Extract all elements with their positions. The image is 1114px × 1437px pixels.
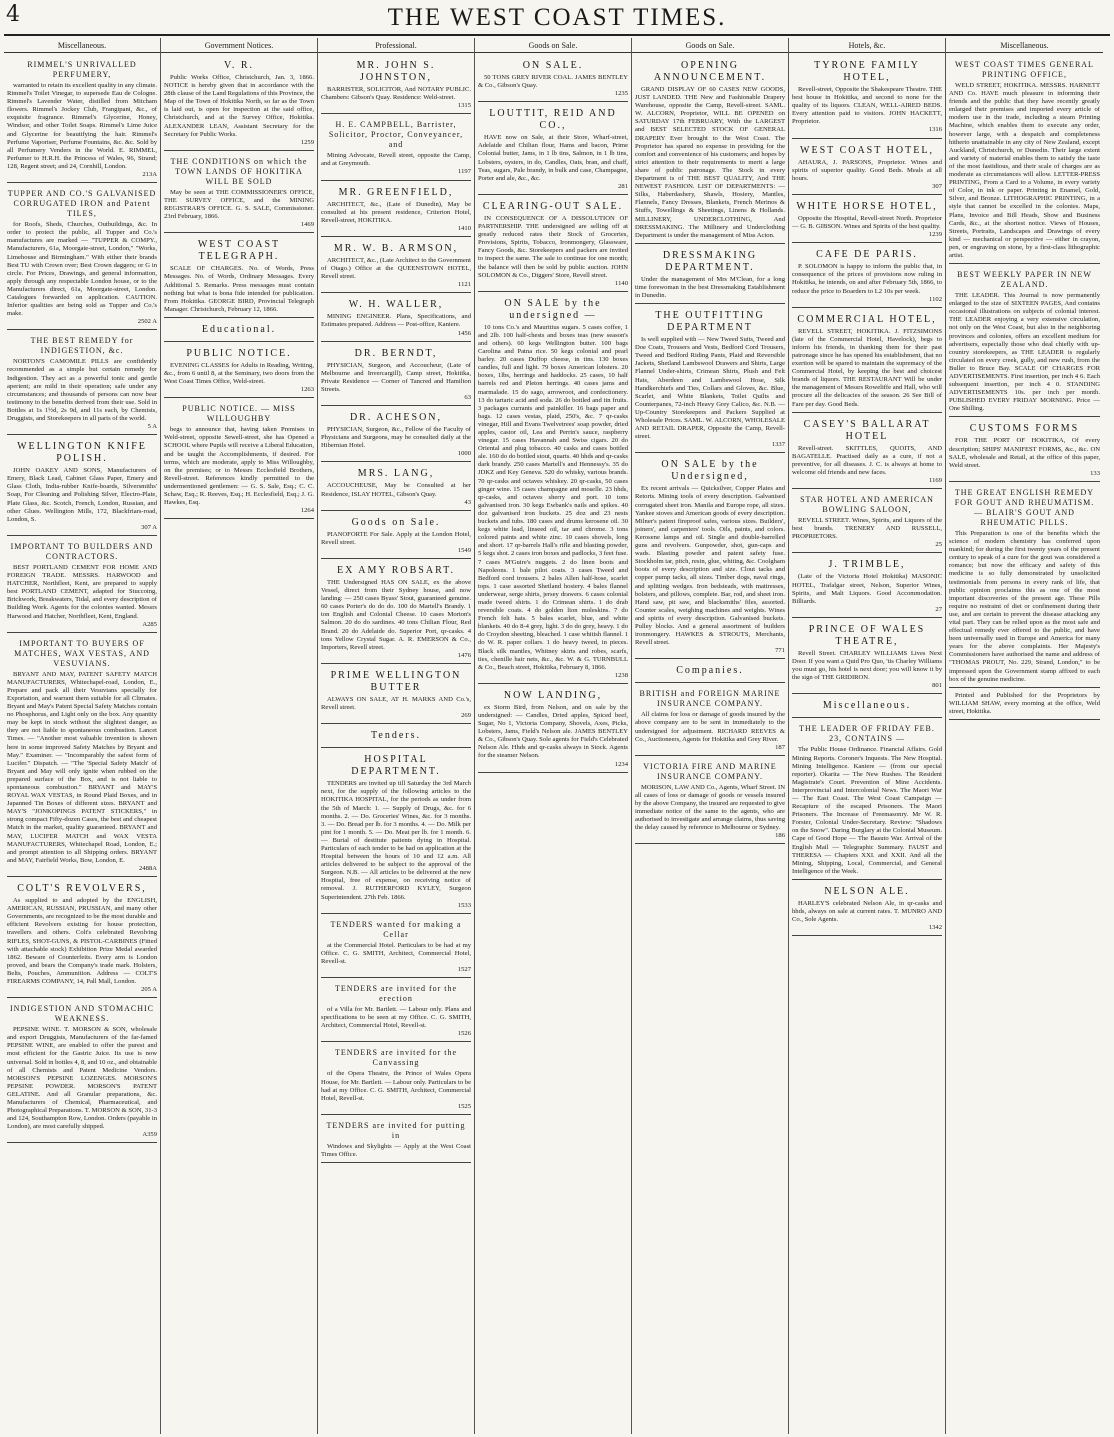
advertisement	[7, 635, 157, 877]
ad-body: MINING ENGINEER. Plans, Specifications, and Estimates prepared. Address — Post-office, Kaniere.	[321, 313, 471, 329]
ad-body: Under the management of Mrs M'Clean, for a long time forewoman in the best Dressmaking Establishment in Dunedin.	[635, 275, 785, 299]
ad-heading: MRS. LANG,	[357, 468, 435, 480]
ad-reference-number: 1533	[457, 901, 471, 909]
page-number: 4	[6, 2, 20, 27]
ad-heading: WELLINGTON KNIFE POLISH.	[17, 441, 147, 465]
advertisement	[321, 1044, 471, 1114]
ad-heading: IMPORTANT TO BUILDERS AND CONTRACTORS.	[10, 541, 154, 561]
column-4	[475, 38, 632, 1434]
advertisement	[164, 320, 314, 342]
ad-reference-number: 1527	[457, 966, 471, 973]
ad-reference-number: 5 A	[147, 423, 157, 431]
section-heading: Goods on Sale.	[475, 40, 631, 53]
ad-body: ARCHITECT, &c., (Late of Dunedin), May be consulted at his present residence, Criterion Hotel, Revell-street, HOKITIKA.	[321, 200, 471, 224]
ad-body: ex Storm Bird, from Nelson, and on sale by the undersigned: — Candles, Dried apples, Spiced beef, Sugar, No 1, Victoria Company, Shovels, Axes, Picks, Lobsters, Jams, Field's Nelson ale. JAMES BENTLEY & Co., Gibson's Quay. Sole agents for Field's Celebrated Nelson Ale. Hhds and qr-casks always in Stock. Agents for the steamer Nelson.	[478, 703, 628, 760]
advertisement	[321, 239, 471, 293]
ad-heading: BRITISH and FOREIGN MARINE INSURANCE COMPANY.	[639, 689, 781, 709]
ad-reference-number: 187	[775, 743, 785, 751]
advertisement	[321, 561, 471, 664]
ad-body: of a Villa for Mr. Bartlett. — Labour only. Plans and specifications to be seen at my Office. C. G. SMITH, Architect, Commercial Hotel, Revell-st.	[321, 1006, 471, 1030]
advertisement	[164, 153, 314, 233]
ad-body: REVELL STREET, HOKITIKA. J. FITZSIMONS (late of the Commercial Hotel, Havelock), begs to inform his friends, in thanking them for their past patronage since he has opened his establishment, that no exertion will be spared to maintain the supremacy of the Commercial Hotel, by keeping the best and choicest brands of liquors. THE RESTAURANT Will be under the management of Messrs Roweliffe and Hall, who will procure all the delicacies of the season. 26 See Bill of Fare per day. Good Beds.	[792, 327, 942, 408]
ad-body: 10 tons Co.'s and Mauritius sugars. 5 cases coffee, 1 and 2lb. 100 half-chests and boxes teas (new season's and others). 60 kegs Wellington butter. 100 bags Carolina and Patna rice. 50 kegs colonial and pearl barley. 20 cases Duffop cheese, in tins. 130 boxes candles, full and light. 79 boxes American lobsters. 20 boxes, 1lbs, herrings and haddocks. 25 cases, 10 half barrels red and Pleton herrings. 40 cases jams and marmalade. 15 do sago, arrowroot, and confectionery. 13 do tartaric acid and soda. 26 do bottled and tin fruits. 3 packages currants and painkiller. 16 bags paper and bags. 12 cases vestas, plaid, 250's, &c. 7 qr-casks vinegar, Hill and Evans Twelvetrees' soap powder, dried apples, castor oil, Lea and Perrin's sauce, raspberry vinegar. 15 cases Havannah and Swiss cigars. 20 do Oriental and plug tobacco. 40 casks and cases bottled ale. 160 do do bottled stout, quarts. 40 hhds and qr-casks dark brandy. 250 cases Martell's and Hennessy's. 35 do JDKZ and Key Geneva. 520 do whisky, various brands. 70 qr-casks and octaves whiskey. 20 qr-casks, 50 cases ginger wine. 15 cases champagne and moselle. 23 hhds, qr-casks, and octaves sherry and port. 10 tons galvanised iron. 30 kegs Ewbank's nails and spikes. 40 doz galvanised iron buckets. 25 doz and 23 nests buckets and tubs. 180 cases and drums kerosene oil. 30 kegs white lead, linseed oil, tar and chrome. 3 tons colored paints and white zinc. 10 cases shovels, long and short. 17 qr-barrels Hall's rifle and blasting powder, 5 kegs shot. 2 cases iron boxes and padlocks, 3 feet fuse. 7 cases M'Guire's nuggets. 2 do linen boots and Napoleons. 1 bale pilot coats. 3 cases Tweed and Bedford cord trousers. 2 bales Allen half-hose, scarlet tops. 1 case assorted Shetland hosiery. 4 bales flannel underwear, serge shirts, jersey drawers. 6 cases colonial made tweed shirts. 1 do Crimean shirts. 1 do drab reversible coats. 4 do golden lion moleskins. 7 do French felt hats. 5 bales scarlet, blue, and white blankets. 40 do 8-4 grey, light. 3 do do grey, heavy. 1 do do Croydon sheeting, bleached. 1 case whitish flannel. 1 do W. R. paper collars. 1 do heavy tweed, in pieces. Black silk mantles, Whitney skirts and robes, scarfs, ties, chenille hair nets, &c., &c. W. & G. TURNBULL & Co., Beach street, Hokitika, February 8, 1866.	[478, 323, 628, 671]
advertisement	[478, 686, 628, 773]
ad-body: The Public House Ordinance. Financial Affairs. Gold Mining Reports. Coroner's Inquests. The New Hospital. Mining Intelligence. Kaniere — (from our special reporter). Okarita — The New Rushes. The Resident Magistrate's Court. Prevention of Mine Accidents. Interprovincial and Intercolonial News. The Maori War — The East Coast. The West Coast Campaign — Recapture of the escaped Prisoners. The Maori Prisoners. The Increase of Freemasonry. Mr W. R. Forster, Colonial Under-Secretary. Review: "Shadows on the Snow". Daring Burglary at the Colonial Museum. Cape of Good Hope — The Basuto War. Arrival of the English Mail — Telegraphic Summary. FAUST and THERESA — Chapters XXI. and XXII. And all the Mining, Shipping, Local, Commercial, and General Intelligence of the Week.	[792, 746, 942, 875]
column-6	[789, 38, 946, 1434]
ad-reference-number: 1410	[457, 224, 471, 232]
ad-body: NORTON'S CAMOMILE PILLS are confidently recommended as a simple but certain remedy for Indigestion. They act as a powerful tonic and gentle aperient; are mild in their operation; safe under any circumstances; and thousands of persons can now bear testimony to the benefits derived from their use. Sold in Bottles at 1s 1½d, 2s 9d, and 11s each, by Chemists, Druggists, and Storekeepers in all parts of the world.	[7, 358, 157, 422]
advertisement	[635, 685, 785, 755]
column-2	[161, 38, 318, 1434]
advertisement	[7, 185, 157, 330]
ad-heading: ON SALE by the Undersigned,	[661, 459, 759, 483]
advertisement	[792, 555, 942, 617]
ad-reference-number: 1102	[929, 295, 942, 303]
ad-heading: Goods on Sale.	[351, 516, 441, 528]
section-heading: Government Notices.	[161, 40, 317, 53]
ad-body: warranted to retain its excellent quality in any climate. Rimmel's Toilet Vinegar, to supersede Eau de Cologne. Rimmel's Lavender Water, distilled from Mitcham flowers. Rimmel's Jockey Club, Frangipani, &c., of exquisite fragrance. Rimmel's Glycerine, Honey, Windsor, and other Toilet Soaps. Rimmel's Lime Juice and Glycerine for beautifying the hair. Rimmel's Perfume Vaporiser, Perfume Fountains, &c. &c. Sold by all Perfumery Venders in the World. E. RIMMEL, Perfumer to H.R.H. the Princess of Wales, 96, Strand; 128, Regent street; and 24, Cornhill, London.	[7, 82, 157, 170]
advertisement	[792, 720, 942, 880]
ad-heading: HOSPITAL DEPARTMENT.	[351, 754, 441, 778]
ad-heading: WEST COAST TELEGRAPH.	[197, 239, 281, 263]
ad-body: BRYANT AND MAY, PATENT SAFETY MATCH MANUFACTURERS, Whitechapel-road, London, E., Prepare and pack all their Vesuvians specially for Exportation, and warrant them suitable for all Climates. Bryant and May's Patent Special Safety Matches contain no Phosphorus, and Light only on the box. Any quantity may be kept in stock without the slightest danger, as they are not liable to spontaneous combustion. Lancet Times. — "Another most valuable invention is shown here in some improved Safety Matches by Bryant and May." Examiner. — "Incomparably the safest form of Lucifer." Dispatch. — "The 'Special Safety Match' of Bryant and May will only ignite when rubbed on the prepared surface of the Box, and is not liable to spontaneous combustion." BRYANT and MAY'S ROYAL WAX VESTAS, in Round Plaid Boxes, and in Japanned Tin Boxes of different sizes. BRYANT and MAY'S "JONKOPINGS PATENT STICKERS," in strong compact Fifty-dozen Cases, the best and cheapest Match in the market, quality guaranteed. BRYANT and MAY, LUCIFER MATCH and WAX VESTA MANUFACTURERS, Whitechapel Road, London, E.; and prompt attention to all Shipping orders. BRYANT and MAY, Fairfield Works, Bow, London, E.	[7, 670, 157, 864]
ad-heading: WHITE HORSE HOTEL,	[796, 200, 938, 212]
ad-heading: Miscellaneous.	[822, 700, 912, 712]
ad-heading: INDIGESTION AND STOMACHIC WEAKNESS.	[10, 1004, 154, 1024]
ad-body: PHYSICIAN, Surgeon, &c., Fellow of the Faculty of Physicians and Surgeons, may be consulted daily at the Hibernian Hotel.	[321, 426, 471, 450]
ad-body: at the Commercial Hotel. Particulars to be had at my Office. C. G. SMITH, Architect, Commercial Hotel, Revell-st.	[321, 941, 471, 965]
ad-heading: TENDERS are invited for putting in	[326, 1120, 466, 1140]
ad-body: This Preparation is one of the benefits which the science of modern chemistry has conferred upon mankind; for during the first twenty years of the present century to speak of a cure for the gout was considered a romance; but now the efficacy and safety of this medicine is so fully demonstrated by unsolicited testimonials from persons in every rank of life, that public opinion proclaims this as one of the most important discoveries of the present age. These Pills require no restraint of diet or confinement during their use, and are certain to prevent the disease attacking any vital part. They can be relied upon as the most safe and effectual remedy ever offered to the public, and have been universally used in Europe and America for many years for the above complaints. Her Majesty's Commissioners have authorised the name and address of "THOMAS PROUT, No. 229, Strand, London," to be impressed upon the Government stamp affixed to each box of the genuine medicine.	[949, 529, 1100, 683]
advertisement	[321, 56, 471, 114]
ad-reference-number: 1140	[615, 279, 628, 287]
ad-reference-number: 27	[935, 605, 942, 613]
ad-reference-number: 1121	[458, 281, 471, 289]
advertisement	[792, 696, 942, 718]
advertisement	[321, 980, 471, 1042]
ad-heading: THE OUTFITTING DEPARTMENT	[655, 310, 765, 334]
ad-heading: CLEARING-OUT SALE.	[482, 200, 624, 212]
section-heading: Hotels, &c.	[789, 40, 945, 53]
advertisement	[321, 726, 471, 748]
ad-reference-number: A285	[142, 620, 157, 628]
ad-reference-number: 1315	[457, 102, 471, 110]
ad-body: GRAND DISPLAY OF 60 CASES NEW GOODS, JUST LANDED. THE New and Fashionable Drapery Warehouse, opposite the Camp, Revell-street. SAML. W. ALCORN, Proprietor, WILL BE OPENED on SATURDAY 17th FEBRUARY, With the LARGEST and BEST SELECTED STOCK OF GENERAL DRAPERY Ever brought to the West Coast. The Proprietor has spared no expense in providing for the comfort and convenience of his customers; and hopes by strict attention to their requirements to merit a large share of public patronage. The Stock in every Department is of THE BEST QUALITY, And THE NEWEST FASHION. LIST OF DEPARTMENTS: — Silks, Haberdashery, Shawls, Hosiery, Mantles, Flannels, Fancy Dresses, Blankets, French Merinos & Stuffs, Towellings & Sheetings, Linens & Hollands. MILLINERY, UNDERCLOTHING, And DRESSMAKING. The Millinery and Underclothing Department is under the management of Miss Acton.	[635, 86, 785, 239]
ad-body: HAVE now on Sale, at their Store, Wharf-street, Adelaide and Chilian flour, Hams and bacon, Prime Colonial butter, Jams, in 1 lb tins, Salmon, in 1 lb tins, Lobsters, oysters, in do, Candles, Oats, bran, and chaff, Teas, sugars, Pale brandy, in bulk and case, Champagne, Porter and ale, &c., &c.	[478, 134, 628, 182]
ad-heading: DR. BERNDT,	[354, 347, 438, 359]
ad-heading: THE BEST REMEDY for INDIGESTION, &c.	[30, 336, 134, 356]
ad-heading: NELSON ALE.	[824, 885, 910, 897]
ad-heading: TYRONE FAMILY HOTEL,	[814, 60, 920, 83]
ad-reference-number: 1264	[300, 507, 314, 515]
ad-body: of the Opera Theatre, the Prince of Wales Opera House, for Mr. Bartlett. — Labour only. Particulars to be had at my Office. C. G. SMITH, Architect, Commercial Hotel, Revell-st.	[321, 1070, 471, 1102]
ad-heading: VICTORIA FIRE AND MARINE INSURANCE COMPANY.	[643, 761, 777, 781]
ad-body: Revell-street. SKITTLES, QUOITS, AND BAGATELLE. Practised daily as a cure, if not a preventive, for all diseases. J. C. is always at home to welcome old friends and new faces.	[792, 444, 942, 476]
ad-heading: ON SALE.	[522, 60, 584, 71]
ad-reference-number: 1337	[771, 441, 785, 449]
ad-reference-number: 307 A	[141, 523, 157, 531]
ad-heading: EX AMY ROBSART.	[336, 565, 456, 576]
ad-reference-number: 1234	[614, 760, 628, 768]
ad-heading: J. TRIMBLE,	[828, 559, 906, 571]
ad-heading: TENDERS are invited for the Canvassing	[334, 1048, 458, 1068]
advertisement	[321, 464, 471, 510]
ad-reference-number: 1476	[457, 651, 471, 659]
advertisement	[321, 916, 471, 978]
ad-body: THE LEADER. This Journal is now permanently enlarged to the size of SIXTEEN PAGES, And contains occasional illustrations on subjects of colonial interest. THE LEADER enjoying a very extensive circulation, not only on the West Coast, but also in the neighboring provinces and colonies, offers an excellent medium for advertisers, especially those who deal chiefly with up-country storekeepers, as THE LEADER is regularly circulated on every creek, gully, and new rush, from the Buller to Bruce Bay. SCALE OF CHARGES FOR ADVERTISEMENTS. First insertion, per inch 4 6. Each subsequent insertion, per inch 4 0. STANDING ADVERTISEMENTS 10s. per inch per month. PUBLISHED EVERY FRIDAY MORNING. Price — One Shilling.	[949, 292, 1100, 413]
ad-reference-number: 1526	[457, 1030, 471, 1038]
advertisement	[792, 56, 942, 139]
ad-body: Public Works Office, Christchurch, Jan. 3, 1866. NOTICE is hereby given that in accordance with the 28th clause of the Land Regulations of this Province, the Map of the Town of Hokitika North, so far as the Town is laid out, is open for inspection at the said office, Christchurch, and at the Survey Office, Hokitika. ALEXANDER LEAN, Assistant Secretary for the Secretary for Public Works.	[164, 74, 314, 138]
ad-heading: STAR HOTEL AND AMERICAN BOWLING SALOON,	[800, 495, 934, 515]
newspaper-title: THE WEST COAST TIMES.	[387, 4, 727, 31]
ad-heading: THE GREAT ENGLISH REMEDY FOR GOUT AND RHEUMATISM. — BLAIR'S GOUT AND RHEUMATIC PILLS.	[954, 487, 1095, 527]
advertisement	[7, 538, 157, 633]
advertisement	[7, 437, 157, 536]
advertisement	[321, 750, 471, 914]
ad-body: EVENING CLASSES for Adults in Reading, Writing, &c., from 6 until 8, at the Seminary, two doors from the West Coast Times Office, Weld-street.	[164, 361, 314, 386]
ad-reference-number: 1169	[929, 477, 942, 484]
advertisement	[949, 690, 1100, 720]
ad-body: May be seen at THE COMMISSIONER'S OFFICE, THE SURVEY OFFICE, and the MINING REGISTRAR'S OFFICE. G. S. SALE, Commissioner. 23rd February, 1866.	[164, 188, 314, 221]
ad-heading: PRIME WELLINGTON BUTTER	[330, 669, 462, 693]
advertisement	[7, 1000, 157, 1143]
ad-heading: WEST COAST TIMES GENERAL PRINTING OFFICE,	[955, 60, 1094, 79]
ad-heading: W. H. WALLER,	[348, 299, 444, 311]
ad-body: for Roofs, Sheds, Churches, Outbuildings, &c. In order to protect the public, all Tupper and Co.'s manufactures are marked — "TUPPER & COMPY., Manufacturers, 61a, Moorgate-street, London," "Works, Limehouse and Birmingham." With either their brands Best TU with Crown over; Best Crown daggers; or G in circle. For Prices, Drawings, and general information, apply through any respectable London house, or to the Manufacturers direct, 61a, Moorgate-street, London. Catalogues forwarded on application. CAUTION. Inferior qualities are being sold as Tupper and Co.'s make.	[7, 221, 157, 318]
ad-reference-number: 1469	[300, 221, 314, 229]
ad-reference-number: 2488A	[139, 864, 157, 872]
ad-body: Revell-street, Opposite the Shakespeare Theatre. THE best house in Hokitika, and second to none for the quality of its liquors. CLEAN, WELL-AIRED BEDS. Every attention paid to visitors. JOHN HACKETT, Proprietor.	[792, 86, 942, 126]
advertisement	[792, 882, 942, 936]
advertisement	[635, 246, 785, 304]
ad-body: PIANOFORTE For Sale. Apply at the London Hotel, Revell street.	[321, 530, 471, 546]
advertisement	[321, 344, 471, 406]
advertisement	[792, 245, 942, 307]
ad-reference-number: 269	[461, 712, 471, 720]
advertisement	[478, 56, 628, 102]
ad-body: SCALE OF CHARGES. No. of Words, Press Messages. No. of Words, Ordinary Messages. Every Additional 5. Remarks. Press messages must contain nothing but what is bona fide intended for publication. From Hokitika. GEORGE BIRD, Provincial Telegraph Manager. Christchurch, February 12, 1866.	[164, 265, 314, 313]
column-7	[946, 38, 1103, 1434]
ad-heading: V. R.	[223, 60, 255, 71]
ad-body: Revell Street. CHARLEY WILLIAMS Lives Next Door. If you want a Quid Pro Quo, 'tis Charley Williams you must go, his hotel is next door; you will know it by the sign of THE GRIDIRON.	[792, 649, 942, 682]
ad-heading: TUPPER AND CO.'S GALVANISED CORRUGATED IRON and Patent TILES,	[7, 189, 157, 219]
advertisement	[321, 1117, 471, 1163]
ad-body: AHAURA, J. PARSONS, Proprietor. Wines and spirits of superior quality. Good Beds. Meals at all hours.	[792, 158, 942, 182]
ad-heading: OPENING ANNOUNCEMENT.	[653, 60, 767, 83]
ad-body: REVELL STREET. Wines, Spirits, and Liquors of the best brands. TRENERY AND RUSSELL, PROPRIETORS.	[792, 517, 942, 541]
ad-reference-number: 281	[618, 182, 628, 190]
ad-body: BARRISTER, SOLICITOR, And NOTARY PUBLIC. Chambers: Gibson's Quay. Residence: Weld-street.	[321, 86, 471, 102]
ad-body: ACCOUCHEUSE, May be Consulted at her Residence, ISLAY HOTEL, Gibson's Quay.	[321, 482, 471, 498]
ad-body: PHYSICIAN, Surgeon, and Accoucheur, (Late of Melbourne and Invercargill), Camp street, Hokitika, Private Residence — Corner of Tancred and Hamilton Streets.	[321, 361, 471, 393]
ad-body: P. SOLOMON is happy to inform the public that, in consequence of the prices of provisions now ruling in Hokitika, he intends, on and after February 5th, 1866, to reduce the price to Boarders to L2 10s per week.	[792, 263, 942, 295]
advertisement	[478, 197, 628, 292]
column-5	[632, 38, 789, 1434]
ad-reference-number: 213A	[142, 171, 157, 179]
ad-body: begs to announce that, having taken Premises in Weld-street, opposite Sewell-street, she has Opened a SCHOOL where Pupils will receive a Liberal Education, and be taught the Accomplishments, if desired. For terms, which are moderate, apply to Miss Willoughby, on the premises; or to Messrs Ecclesfield Brothers, Revell-street. References kindly permitted to the undermentioned gentlemen: — G. S. Sale, Esq.; C. C. Schaw, Esq.; R. Reeves, Esq.; H. Ecclesfield, Esq.; J. G. Hawkes, Esq.	[164, 426, 314, 507]
ad-reference-number: 43	[464, 498, 471, 506]
ad-heading: PRINCE OF WALES THEATRE,	[808, 623, 926, 647]
advertisement	[164, 400, 314, 519]
advertisement	[7, 332, 157, 435]
ad-body: Is well supplied with — New Tweed Suits, Tweed and Doe Coats, Trousers and Vests, Bedford Cord Trousers, Tweed and Bedford Riding Pants, Plaid and Reversible Jackets, Shetland Lambswool Drawers and Shirts, Large Flannel Under-shirts, Crimean Shirts, Plush and Felt Hats, Aberdeen and Lambswool Hose, Silk Handkerchiefs and Ties, Collars and Gloves, &c. Blue, Scarlet, and White Blankets, Toilet Quilts and Counterpanes, 72-inch Heavy Grey Calico, &c. N.B. — Up-Country Storekeepers and Packers Supplied at Wholesale Prices. SAML. W. ALCORN, WHOLESALE AND RETAIL DRAPER, Opposite the Camp, Revell-street.	[635, 336, 785, 441]
ad-reference-number: 1549	[457, 546, 471, 554]
ad-heading: THE CONDITIONS on which the TOWN LANDS OF HOKITIKA WILL BE SOLD	[170, 156, 308, 186]
advertisement	[321, 116, 471, 180]
ad-reference-number: 1456	[457, 329, 471, 337]
ad-body: As supplied to and adopted by the ENGLISH, AMERICAN, RUSSIAN, PRUSSIAN, and many other Governments, are recognized to be the most durable and efficient Revolvers existing for house protection, travellers and others. Colt's celebrated Revolving RIFLES, SHOT-GUNS, & PISTOL-CARBINES (Fitted with attachable stock) Exhibition Prize Medal awarded 1862. Beware of Counterfeits. Every arm is London proved, and bears the Company's trade mark. Holsters, Belts, Pouches, Ammunition. Address — COLT'S FIREARMS COMPANY, 14, Pall Mall, London.	[7, 897, 157, 985]
masthead-rule	[4, 34, 1110, 36]
ad-heading: IMPORTANT TO BUYERS OF MATCHES, WAX VESTAS, AND VESUVIANS.	[14, 638, 150, 668]
ad-heading: DR. ACHESON,	[349, 412, 443, 424]
ad-heading: TENDERS are invited for the erection	[334, 984, 458, 1004]
advertisement	[635, 306, 785, 453]
ad-reference-number: 205 A	[141, 986, 157, 994]
advertisement	[949, 266, 1100, 417]
ad-heading: PUBLIC NOTICE. — MISS WILLOUGHBY	[182, 404, 296, 424]
ad-body: BEST PORTLAND CEMENT FOR HOME AND FOREIGN TRADE. MESSRS. HARWOOD and HATCHER, Northfleet, Kent, are prepared to supply best PORTLAND CEMENT, adapted for Stuccoing, Brickwork, Breakwaters, Tidal, and every description of Building Work. Agents for the colonies wanted. Messrs Harwood and Hatcher, Northfleet, Kent, England.	[7, 563, 157, 620]
advertisement	[635, 455, 785, 659]
ad-heading: COLT'S REVOLVERS,	[17, 883, 147, 895]
advertisement	[321, 666, 471, 724]
ad-heading: PUBLIC NOTICE.	[186, 347, 292, 359]
ad-body: All claims for loss or damage of goods insured by the above company are to be sent in immediately to the undersigned for adjustment. RICHARD REEVES & Co., Auctioneers, Agents for Hokitika and Grey River.	[635, 711, 785, 743]
ad-heading: COMMERCIAL HOTEL,	[797, 313, 937, 325]
advertisement	[949, 419, 1100, 481]
ad-reference-number: 1238	[614, 671, 628, 679]
advertisement	[635, 661, 785, 683]
ad-heading: DRESSMAKING DEPARTMENT.	[662, 249, 758, 273]
ad-heading: CAFE DE PARIS.	[816, 249, 918, 261]
advertisement	[164, 235, 314, 318]
ad-heading: ON SALE by the undersigned —	[504, 297, 602, 321]
advertisement	[321, 408, 471, 462]
ad-body: Opposite the Hospital, Revell-street North. Proprietor — G. B. GIBSON. Wines and Spirits of the best quality.	[792, 214, 942, 231]
section-heading: Professional.	[318, 40, 474, 53]
ad-body: Printed and Published for the Proprietors by WILLIAM SHAW, every morning at the office, Weld street, Hokitika.	[949, 691, 1100, 715]
column-3	[318, 38, 475, 1434]
ad-reference-number: 1197	[458, 168, 471, 176]
ad-body: Ex recent arrivals — Quicksilver, Copper Plates and Retorts. Mining tools of every description. Galvanised corrugated sheet iron. Manila and Europe rope, all sizes. Yankee stoves and American goods of every description. Milner's patent fireproof safes, various sizes. Builders', joiners', and carpenters' tools. Oils, paints, and colors. Kerosene lamps and oil. Single and double-barrelled guns and revolvers. Gunpowder, shot, gun-caps and wads. Blasting powder and patent safety fuse. Stockholm tar, pitch, resin, glue, whiting, &c. Coolgham boots of every description and size. Clout tacks and copper pump tacks, all sizes. Timber dogs, naval rings, and splitting wedges. Iron bedsteads, with mattresses, bolsters, and pillows, complete. Bar, rod, and sheet iron. Hand saw, pit saw, and blacksmiths' files, assorted. Counter scales, weighing machines and weights. Wines and spirits of every description. Galvanised buckets. Pulley blocks. And a general assortment of builders ironmongery. HAWKES & STROUTS, Merchants, Revell street.	[635, 485, 785, 647]
columns	[4, 38, 1108, 1434]
section-heading: Miscellaneous.	[4, 40, 160, 53]
ad-reference-number: 1235	[614, 90, 628, 98]
advertisement	[792, 415, 942, 489]
advertisement	[7, 879, 157, 998]
ad-reference-number: 1525	[457, 1102, 471, 1110]
ad-reference-number: 25	[935, 541, 942, 549]
advertisement	[792, 620, 942, 694]
masthead	[0, 0, 1114, 38]
advertisement	[164, 344, 314, 398]
ad-body: (Late of the Victoria Hotel Hokitika) MASONIC HOTEL, Trafalgar street, Nelson, Superior Wines, Spirits, and Malt Liquors. Good Accommodation. Billiards.	[792, 573, 942, 605]
advertisement	[792, 197, 942, 243]
section-heading: Miscellaneous.	[946, 40, 1103, 53]
ad-body: ARCHITECT, &c., (Late Architect to the Government of Otago.) Office at the QUEENSTOWN HOTEL, Revell street.	[321, 256, 471, 281]
ad-heading: Companies.	[676, 665, 744, 677]
ad-reference-number: 307	[932, 182, 942, 190]
ad-heading: BEST WEEKLY PAPER IN NEW ZEALAND.	[957, 270, 1092, 290]
ad-body: ALWAYS ON SALE, AT H. MARKS AND Co.'s, Revell street.	[321, 695, 471, 712]
ad-reference-number: 1263	[300, 386, 314, 394]
ad-body: PEPSINE WINE. T. MORSON & SON, wholesale and export Druggists, Manufacturers of the far-famed PEPSINE WINE, are enabled to offer the purest and most efficient for the Gastric Juice. Its use is now universal. Sold in bottles 4, 8, and 10 oz., and obtainable of all Chemists and Patent Medicine Vendors. MORSON'S PEPSINE LOZENGES. MORSON'S PEPSINE POWDER. MORSON'S PATENT GELATINE. And all Granular preparations, &c. Manufacturers of Chemical, Pharmaceutical, and Photographical Preparations. T. MORSON & SON, 31-3 and 124, Southampton Row, London. Orders (payable in London), are most carefully shipped.	[7, 1026, 157, 1131]
ad-body: Windows and Skylights — Apply at the West Coast Times Office.	[321, 1142, 471, 1159]
ad-heading: CASEY'S BALLARAT HOTEL	[803, 418, 931, 442]
ad-heading: H. E. CAMPBELL, Barrister, Solicitor, Proctor, Conveyancer, and	[328, 120, 464, 150]
ad-reference-number: 1239	[928, 231, 942, 239]
ad-reference-number: 1000	[457, 450, 471, 458]
column-1	[4, 38, 161, 1434]
ad-body: 50 TONS GREY RIVER COAL. JAMES BENTLEY & Co., Gibson's Quay.	[478, 74, 628, 90]
ad-body: HARLEY'S celebrated Nelson Ale, in qr-casks and hhds, always on sale at current rates. T. MUNRO AND Co., Sole Agents.	[792, 899, 942, 924]
advertisement	[792, 491, 942, 553]
advertisement	[7, 56, 157, 183]
section-heading: Goods on Sale.	[632, 40, 788, 53]
ad-heading: TENDERS wanted for making a Cellar	[330, 919, 462, 939]
ad-heading: Educational.	[201, 323, 277, 335]
advertisement	[635, 56, 785, 244]
advertisement	[321, 295, 471, 341]
ad-body: Mining Advocate, Revell street, opposite the Camp, and at Greymouth.	[321, 152, 471, 168]
ad-body: TENDERS are invited up till Saturday the 3rd March next, for the supply of the following articles to the HOKITIKA HOSPITAL, for the periods as under from the 5th of March: 1. — Supply of Drugs, &c. for 6 months. 2. — Do. Groceries' Wines, &c. for 3 months. 3. — Do. Bread per lb. for 3 months. 4. — Do. Milk per pint for 1 month. 5. — Do. Meat per lb. for 1 month. 6. — Burial of destitute patients dying in Hospital. Particulars of each tender to be had on application at the Hospital between the hours of 10 and 12 a.m. All articles delivered to be subject to the approval of the Surgeon. N.B. — All articles to be delivered at the new Hospital, free of expense, on receiving notice of removal. J. RUTHERFORD KYLEY, Surgeon Superintendent. 27th Feb. 1866.	[321, 780, 471, 901]
ad-heading: MR. GREENFIELD,	[338, 186, 454, 198]
ad-reference-number: 1259	[300, 138, 314, 146]
ad-body: FOR THE PORT OF HOKITIKA, Of every description; SHIPS' MANIFEST FORMS, &c., &c. ON SALE, wholesale and Retail, at the office of this paper, Weld street.	[949, 437, 1100, 469]
ad-body: THE Undersigned HAS ON SALE, ex the above Vessel, direct from their Sydney house, and now landing: — 250 cases Byass' Stout, guaranteed genuine. 60 cases Porter's do do do. 100 do Martell's Brandy. 1 ton English and Colonial Cheese. 10 cases Morton's Salmon. 20 do do sardines. 40 tons Chilian Flour, Red Brand. 20 do Adelaide do. Superior Port, qr-casks. 4 tons Yellow Crystal Sugar. A. R. EMERSON & Co., Importers, Revell street.	[321, 579, 471, 651]
ad-heading: MR. JOHN S. JOHNSTON,	[356, 60, 436, 83]
advertisement	[792, 310, 942, 413]
ad-body: IN CONSEQUENCE OF A DISSOLUTION OF PARTNERSHIP. THE undersigned are selling off at greatly reduced rates their Stock of Groceries, Provisions, Spirits, Tobacco, Ironmongery, Glassware, Fancy Goods, &c. Storekeepers and packers are invited to inspect the same. The sale to continue for one month; the balance will then be sold by public auction. JOHN SOLOMON & Co., Diggers' Store, Revell street.	[478, 214, 628, 279]
ad-heading: CUSTOMS FORMS	[969, 423, 1080, 435]
ad-heading: RIMMEL'S UNRIVALLED PERFUMERY,	[27, 60, 137, 79]
advertisement	[321, 513, 471, 559]
advertisement	[949, 484, 1100, 688]
ad-body: JOHN OAKEY AND SONS, Manufacturers of Emery, Black Lead, Cabinet Glass Paper, Emery and Glass Cloth, India-rubber Knife-boards, Silversmiths' Soap, For Cleaning and Polishing Silver, Electro-Plate, Plate Glass, &c. Scotch, French, London, Russian, and other Glues. Wellington Mills, 172, Blackfriars-road, London, S.	[7, 467, 157, 523]
ad-reference-number: 133	[1090, 469, 1100, 477]
advertisement	[321, 183, 471, 237]
ad-reference-number: 186	[775, 832, 785, 840]
ad-reference-number: 1342	[928, 924, 942, 932]
ad-reference-number: 771	[775, 647, 785, 655]
advertisement	[164, 56, 314, 151]
ad-reference-number: A359	[142, 1131, 157, 1139]
ad-heading: MR. W. B. ARMSON,	[333, 242, 459, 254]
ad-reference-number: 2502 A	[137, 318, 157, 326]
ad-reference-number: 1316	[928, 126, 942, 134]
ad-body: WELD STREET, HOKITIKA. MESSRS. HARNETT AND Co. HAVE much pleasure in informing their friends and the public that they have recently greatly enlarged their premises and imported every article of modern use in the trade, including a steam Printing Machine, which enables them to execute any order, however large, with a despatch and completeness hitherto unattainable in any city of New Zealand, except Auckland, Christchurch, or Dunedin. Their large extent and variety of material enables them to satisfy the taste of the most fastidious, and their scale of charges are as moderate as circumstances will allow. LETTER-PRESS PRINTING, From a Card to a Volume, in every variety of Color, in ink or paper. Printing in Enamel, Gold, Silver, and Bronze. LITHOGRAPHIC PRINTING, in a style that cannot be excelled in the colonies. Maps, Plans, Invoice and Bill Heads, Show and Business Cards, &c., at the shortest notice. Views of Houses, Streets, Portraits, Landscapes and Drawings of every kind — mechanical or perspective — either in crayon, pen, or engraving on stone, by a first-class lithographic artist.	[949, 82, 1100, 259]
ad-heading: LOUTTIT, REID AND CO.,	[489, 108, 617, 132]
ad-heading: Tenders.	[370, 730, 421, 742]
ad-reference-number: 63	[464, 393, 471, 401]
ad-body: MORISON, LAW AND Co., Agents, Wharf Street. IN all cases of loss or damage of goods or vessels insured by the above Company, the insured are requested to give immediate notice of the same to the agents, who are authorised to investigate and arrange claims, thus saving the delay caused by reference to Melbourne or Sydney.	[635, 783, 785, 832]
advertisement	[792, 141, 942, 195]
advertisement	[949, 56, 1100, 264]
ad-heading: NOW LANDING,	[503, 689, 603, 701]
advertisement	[478, 104, 628, 195]
ad-reference-number: 801	[932, 682, 942, 690]
ad-heading: WEST COAST HOTEL,	[800, 144, 934, 156]
advertisement	[478, 294, 628, 684]
advertisement	[635, 758, 785, 845]
ad-heading: THE LEADER OF FRIDAY FEB. 23, CONTAINS —	[799, 724, 935, 744]
